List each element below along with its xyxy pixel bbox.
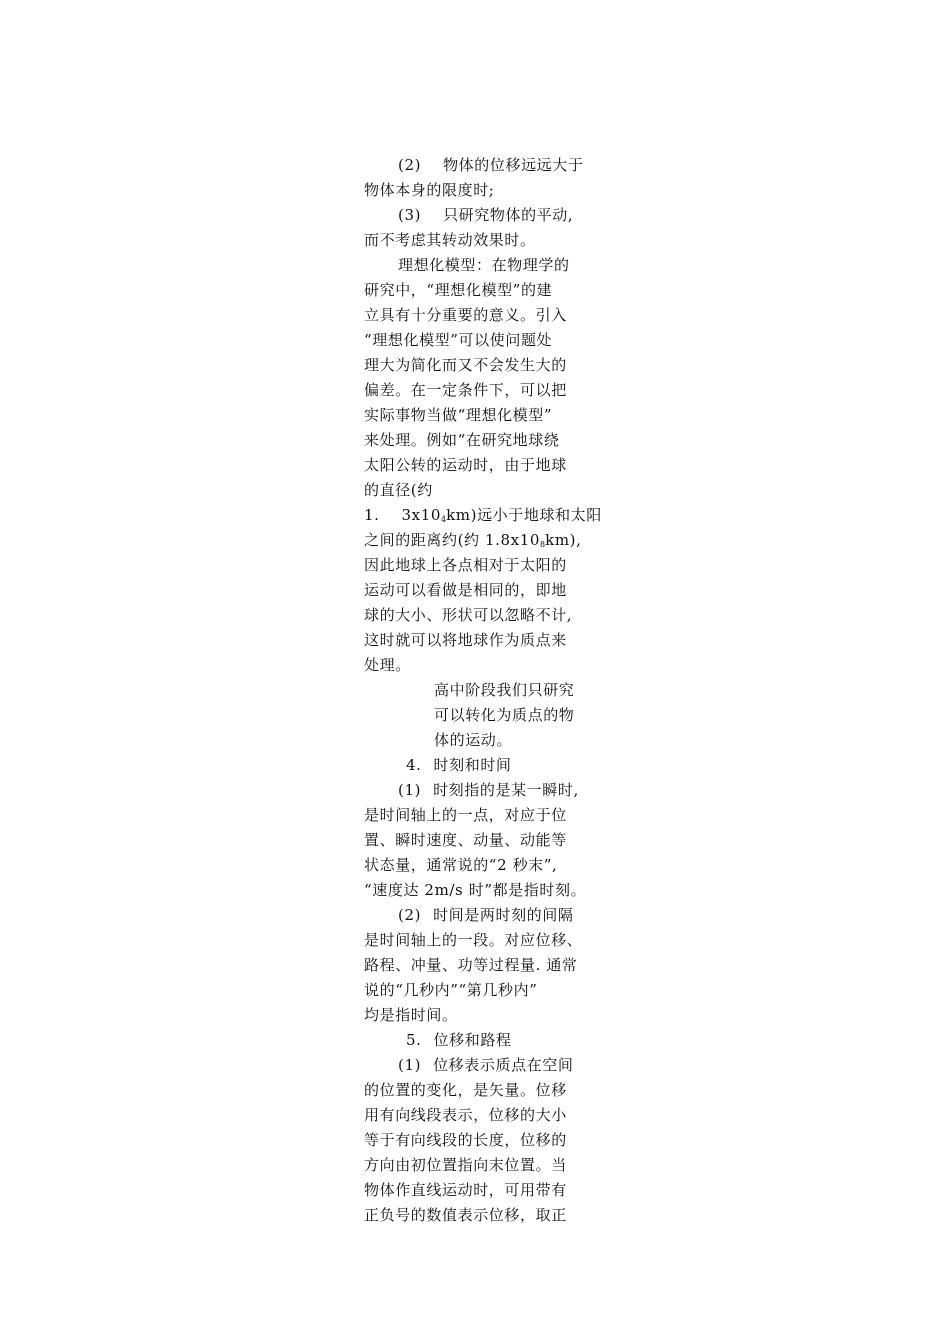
text-line: 的直径(约 [364, 481, 433, 499]
text-line: 的位置的变化，是矢量。位移 [364, 1081, 567, 1099]
text-line: “理想化模型”可以使问题处 [364, 331, 553, 349]
item-number: 1. [364, 506, 380, 524]
text-line [398, 153, 583, 178]
line-text: 位移表示质点在空间 [433, 1056, 574, 1074]
text-line: 实际事物当做“理想化模型” [364, 406, 553, 424]
item-number: (1) [398, 781, 422, 799]
line-text: 3x10 [401, 506, 442, 524]
section-number: 4. [406, 756, 422, 774]
text-line [364, 503, 602, 528]
line-text: 物体的位移远远大于 [443, 156, 584, 174]
text-line: 球的大小、形状可以忽略不计, [364, 606, 573, 624]
item-number: (3) [398, 206, 422, 224]
section-title: 时刻和时间 [433, 756, 512, 774]
text-line [398, 1053, 573, 1078]
text-line [398, 903, 573, 928]
text-line: 物体作直线运动时，可用带有 [364, 1181, 567, 1199]
text-line: 置、瞬时速度、动量、动能等 [364, 831, 567, 849]
text-line: 状态量，通常说的“2 秒末”, [364, 856, 558, 874]
text-line: 来处理。例如“在研究地球绕 [364, 431, 560, 449]
section-title: 位移和路程 [433, 1031, 512, 1049]
text-line: 太阳公转的运动时，由于地球 [364, 456, 567, 474]
text-line: 是时间轴上的一点，对应于位 [364, 806, 567, 824]
text-line: 理想化模型：在物理学的 [398, 256, 570, 274]
line-text: km), [545, 531, 582, 549]
text-line: 高中阶段我们只研究 [434, 681, 575, 699]
item-number: (2) [398, 906, 422, 924]
text-line [364, 528, 581, 553]
text-line: 正负号的数值表示位移，取正 [364, 1206, 567, 1224]
text-line: 偏差。在一定条件下，可以把 [364, 381, 567, 399]
line-text: 时刻指的是某一瞬时, [433, 781, 579, 799]
item-number: (2) [398, 156, 422, 174]
text-line: 用有向线段表示，位移的大小 [364, 1106, 567, 1124]
text-line: 方向由初位置指向末位置。当 [364, 1156, 567, 1174]
text-line: 路程、冲量、功等过程量. 通常 [364, 956, 578, 974]
text-line: 说的“几秒内”“第几秒内” [364, 981, 538, 999]
section-heading [406, 753, 512, 778]
text-line: 研究中，“理想化模型”的建 [364, 281, 553, 299]
section-heading [406, 1028, 512, 1053]
line-text: 只研究物体的平动, [443, 206, 574, 224]
text-line: 而不考虑其转动效果时。 [364, 231, 536, 249]
text-line: 均是指时间。 [364, 1006, 458, 1024]
text-line [398, 203, 573, 228]
line-text: 时间是两时刻的间隔 [433, 906, 574, 924]
text-line: 运动可以看做是相同的，即地 [364, 581, 567, 599]
text-line: 可以转化为质点的物 [434, 706, 575, 724]
text-line: 物体本身的限度时; [364, 181, 495, 199]
exponent: 8 [540, 540, 546, 549]
text-line: 体的运动。 [434, 731, 513, 749]
text-line: 理大为简化而又不会发生大的 [364, 356, 567, 374]
item-number: (1) [398, 1056, 422, 1074]
text-line: 这时就可以将地球作为质点来 [364, 631, 567, 649]
exponent: 4 [441, 515, 447, 524]
text-line: “速度达 2m/s 时”都是指时刻。 [364, 881, 587, 899]
text-line [398, 778, 579, 803]
text-line: 处理。 [364, 656, 411, 674]
text-line: 因此地球上各点相对于太阳的 [364, 556, 567, 574]
line-text: 之间的距离约(约 1.8x10 [364, 531, 541, 549]
section-number: 5. [406, 1031, 422, 1049]
text-line: 立具有十分重要的意义。引入 [364, 306, 567, 324]
text-line: 是时间轴上的一段。对应位移、 [364, 931, 583, 949]
text-line: 等于有向线段的长度，位移的 [364, 1131, 567, 1149]
line-text: km)远小于地球和太阳 [446, 506, 602, 524]
